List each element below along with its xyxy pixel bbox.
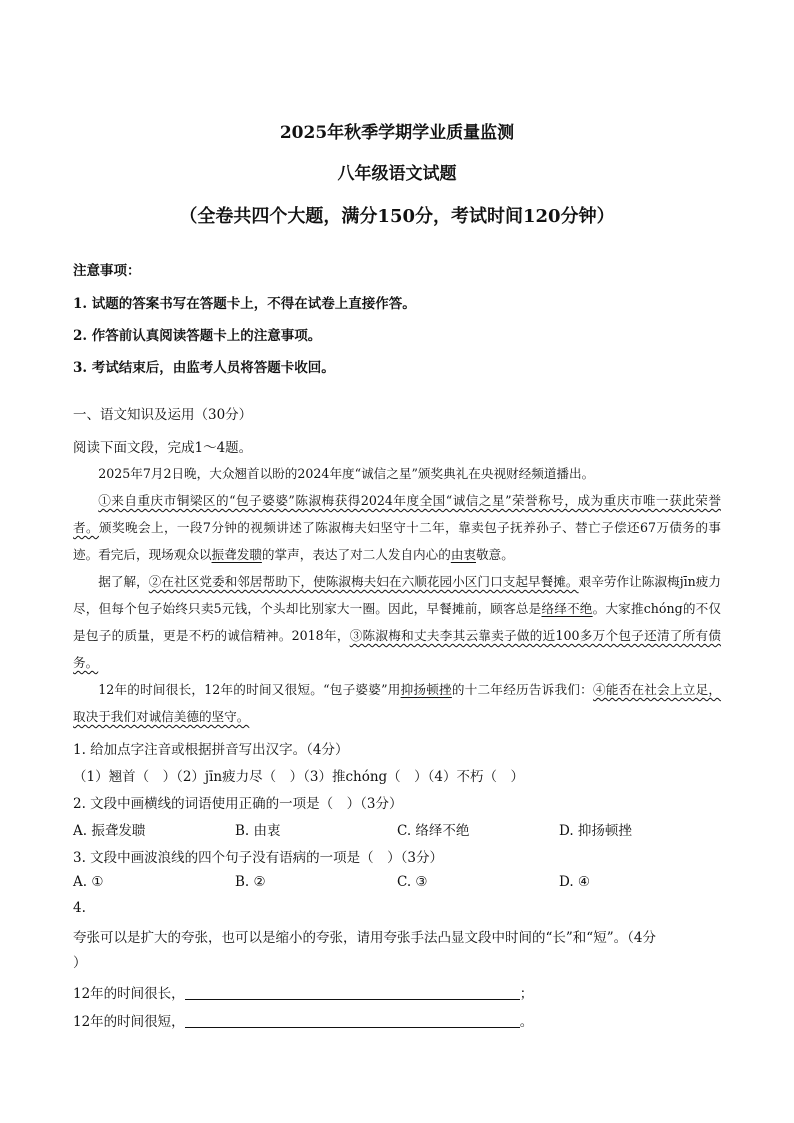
option-b[interactable]: B. 由衷 [235, 823, 281, 839]
question-4-number: 4. [73, 900, 86, 916]
passage-paragraph-4: 12年的时间很长，12年的时间又很短。“包子婆婆”用抑扬顿挫的十二年经历告诉我们：④能否在社会上立足，取决于我们对诚信美德的坚守。 [73, 682, 722, 724]
notice-item-1: 1. 试题的答案书写在答题卡上，不得在试卷上直接作答。 [73, 296, 416, 312]
underlined-word-1: 振聋发聩 [211, 547, 262, 562]
passage-paragraph-2: ①来自重庆市铜梁区的“包子婆婆”陈淑梅获得2024年度全国“诚信之星”荣誉称号，成为重庆市唯一获此荣誉者。颁奖晚会上，一段7分钟的视频讲述了陈淑梅夫妇坚守十二年，靠卖包子抚养孙子、替亡子偿还67万债务的事迹。看完后，现场观众以振聋发聩的掌声，表达了对二人发自内心的由衷敬意。 [73, 493, 721, 562]
question-1: 1. 给加点字注音或根据拼音写出汉字。（4分） [73, 742, 349, 758]
answer-blank-2[interactable] [185, 1013, 520, 1028]
question-1-parts: （1）翘首（ ）（2）jīn疲力尽（ ）（3）推chóng（ ）（4）不朽（ ） [73, 769, 525, 785]
question-3-options [73, 874, 723, 890]
question-2-options [73, 819, 723, 839]
section-heading: 一、语文知识及运用（30分） [73, 407, 253, 423]
wavy-sentence-3: ③陈淑梅和丈夫李其云靠卖子做的近100多万个包子还清了所有债务。 [73, 628, 721, 670]
passage-paragraph-3: 据了解，②在社区党委和邻居帮助下，使陈淑梅夫妇在六顺花园小区门口支起早餐摊。艰辛劳作让陈淑梅jīn疲力尽，但每个包子始终只卖5元钱，个头却比别家大一圈。因此，早餐摊前，顾客总是络绎不绝。大家推chóng的不仅是包子的质量，更是不朽的诚信精神。2018年，③陈淑梅和丈夫李其云靠卖子做的近100多万个包子还清了所有债务。 [73, 574, 722, 670]
question-4-end: ） [73, 955, 87, 971]
question-4: 夸张可以是扩大的夸张，也可以是缩小的夸张，请用夸张手法凸显文段中时间的“长”和“短”。（4分 [73, 930, 656, 946]
option-a[interactable]: A. 振聋发聩 [73, 823, 146, 839]
question-3: 3. 文段中画波浪线的四个句子没有语病的一项是（ ）（3分） [73, 850, 444, 866]
notice-item-2: 2. 作答前认真阅读答题卡上的注意事项。 [73, 328, 322, 344]
exam-subtitle: 八年级语文试题 [337, 164, 457, 184]
underlined-word-4: 抑扬顿挫 [400, 682, 452, 697]
option-c[interactable]: C. 络绎不绝 [397, 823, 470, 839]
wavy-sentence-4: ④能否在社会上立足，取决于我们对诚信美德的坚守。 [73, 682, 722, 724]
notice-heading: 注意事项： [73, 263, 141, 279]
exam-info: （全卷共四个大题，满分150分，考试时间120分钟） [179, 206, 615, 227]
answer-line-2: 12年的时间很短， 。 [73, 1014, 534, 1030]
answer-blank-1[interactable] [185, 985, 520, 1000]
underlined-word-2: 由衷 [450, 547, 476, 562]
option-d[interactable]: D. ④ [559, 874, 591, 890]
underlined-word-3: 络绎不绝 [541, 601, 593, 616]
question-2: 2. 文段中画横线的词语使用正确的一项是（ ）（3分） [73, 796, 403, 812]
notice-item-3: 3. 考试结束后，由监考人员将答题卡收回。 [73, 360, 335, 376]
wavy-sentence-2: ②在社区党委和邻居帮助下，使陈淑梅夫妇在六顺花园小区门口支起早餐摊。 [148, 574, 579, 589]
reading-passage [73, 460, 721, 730]
option-a[interactable]: A. ① [73, 874, 104, 890]
exam-title: 2025年秋季学期学业质量监测 [279, 123, 515, 143]
option-d[interactable]: D. 抑扬顿挫 [559, 823, 632, 839]
answer-line-1: 12年的时间很长， ； [73, 986, 534, 1002]
passage-paragraph-1: 2025年7月2日晚，大众翘首以盼的2024年度“诚信之星”颁奖典礼在央视财经频道播出。 [98, 466, 595, 481]
option-c[interactable]: C. ③ [397, 874, 428, 890]
option-b[interactable]: B. ② [235, 874, 266, 890]
section-intro: 阅读下面文段，完成1～4题。 [73, 440, 253, 456]
wavy-sentence-1: ①来自重庆市铜梁区的“包子婆婆”陈淑梅获得2024年度全国“诚信之星”荣誉称号，成为重庆市唯一获此荣誉者。 [73, 493, 721, 535]
